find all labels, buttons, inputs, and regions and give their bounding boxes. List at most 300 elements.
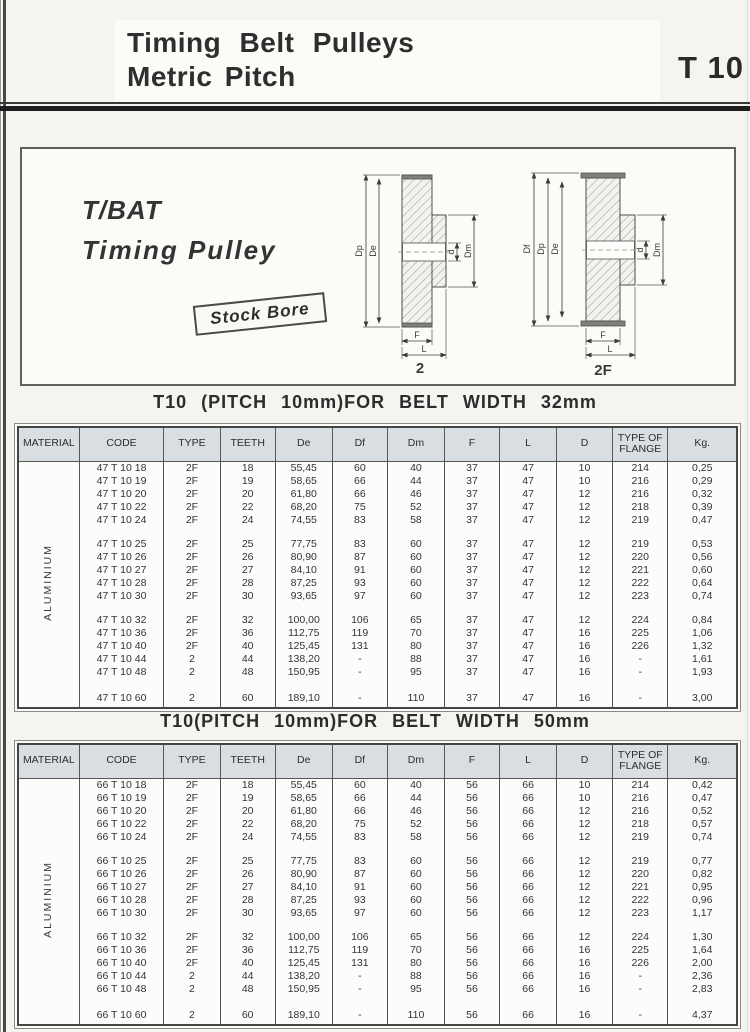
col-header-teeth: TEETH xyxy=(220,744,275,778)
table-cell: 216 xyxy=(613,488,668,501)
dim-label-d: d xyxy=(635,247,645,253)
table-cell: 66 xyxy=(500,805,557,818)
table-cell: 12 xyxy=(556,805,612,818)
table-cell: 37 xyxy=(444,551,499,564)
table-row xyxy=(18,907,737,920)
table-cell: 30 xyxy=(220,907,275,920)
table-cell: 37 xyxy=(444,514,499,527)
table-cell: 2F xyxy=(164,831,220,844)
table-cell: 47 T 10 18 xyxy=(79,461,164,475)
table-cell: 74,55 xyxy=(275,831,332,844)
table-cell: 60 xyxy=(388,894,445,907)
table-cell: 58,65 xyxy=(275,475,332,488)
table-cell: 220 xyxy=(613,551,668,564)
page-title-line1: Timing Belt Pulleys xyxy=(127,27,415,58)
table-cell: 47 xyxy=(500,614,557,627)
table-cell: 66 T 10 36 xyxy=(79,944,164,957)
dimension-de xyxy=(368,179,379,323)
table-cell: 61,80 xyxy=(275,805,332,818)
table-cell: 66 T 10 40 xyxy=(79,957,164,970)
table-cell: 83 xyxy=(332,855,387,868)
spacer-cell xyxy=(388,920,445,931)
table-cell: 58,65 xyxy=(275,792,332,805)
table-32mm xyxy=(17,426,738,709)
table-cell: 16 xyxy=(556,944,612,957)
spacer-cell xyxy=(444,996,499,1007)
table-cell: 2F xyxy=(164,957,220,970)
spacer-cell xyxy=(500,920,557,931)
table-32mm-wrap xyxy=(14,423,741,712)
spacer-cell xyxy=(613,679,668,690)
table-cell: 47 xyxy=(500,475,557,488)
table-cell: 2F xyxy=(164,564,220,577)
table-cell: 66 T 10 24 xyxy=(79,831,164,844)
table-cell: 66 T 10 18 xyxy=(79,778,164,792)
table-cell: 2F xyxy=(164,868,220,881)
table-cell: 47 xyxy=(500,640,557,653)
table-cell: - xyxy=(332,983,387,996)
table-cell: 12 xyxy=(556,894,612,907)
table-cell: - xyxy=(332,653,387,666)
table-cell: 2F xyxy=(164,778,220,792)
table-cell: 16 xyxy=(556,970,612,983)
spacer-cell xyxy=(220,920,275,931)
table-cell: 0,64 xyxy=(668,577,737,590)
spacer-cell xyxy=(164,920,220,931)
table-cell: 47 T 10 27 xyxy=(79,564,164,577)
table-cell: 22 xyxy=(220,501,275,514)
spacer-cell xyxy=(613,996,668,1007)
pulley-diagram-type-2 xyxy=(354,163,521,375)
dimension-d xyxy=(635,241,650,259)
table-spacer-row xyxy=(18,603,737,614)
table-row xyxy=(18,881,737,894)
table-cell: 47 xyxy=(500,461,557,475)
table-cell: 218 xyxy=(613,818,668,831)
table-row xyxy=(18,970,737,983)
table-cell: 60 xyxy=(388,590,445,603)
spacer-cell xyxy=(332,920,387,931)
col-header-dm: Dm xyxy=(388,427,445,461)
col-header-df: Df xyxy=(332,427,387,461)
col-header-dm: Dm xyxy=(388,744,445,778)
dim-label-f: F xyxy=(600,330,606,340)
table-cell: 37 xyxy=(444,564,499,577)
table-cell: - xyxy=(332,1007,387,1025)
table-cell: 66 T 10 20 xyxy=(79,805,164,818)
table-cell: 1,93 xyxy=(668,666,737,679)
table-cell: 56 xyxy=(444,1007,499,1025)
table-cell: 2F xyxy=(164,818,220,831)
table-cell: 0,82 xyxy=(668,868,737,881)
table-cell: 83 xyxy=(332,831,387,844)
col-header-type: TYPE xyxy=(164,427,220,461)
spacer-cell xyxy=(275,920,332,931)
diagram-caption-2f: 2F xyxy=(594,362,612,378)
spacer-cell xyxy=(220,844,275,855)
table-cell: 12 xyxy=(556,564,612,577)
table-cell: 0,96 xyxy=(668,894,737,907)
table-cell: 0,32 xyxy=(668,488,737,501)
spacer-cell xyxy=(332,603,387,614)
table-cell: 58 xyxy=(388,831,445,844)
table-cell: 150,95 xyxy=(275,983,332,996)
table-cell: 47 T 10 22 xyxy=(79,501,164,514)
table-cell: 106 xyxy=(332,931,387,944)
table-cell: 0,29 xyxy=(668,475,737,488)
table-row xyxy=(18,653,737,666)
table-cell: 56 xyxy=(444,957,499,970)
table-cell: 214 xyxy=(613,778,668,792)
spacer-cell xyxy=(79,996,164,1007)
table-row xyxy=(18,868,737,881)
table-cell: 12 xyxy=(556,488,612,501)
table-cell: 0,60 xyxy=(668,564,737,577)
table-cell: 60 xyxy=(388,881,445,894)
spacer-cell xyxy=(500,527,557,538)
table-cell: 189,10 xyxy=(275,690,332,708)
table-cell: 40 xyxy=(220,640,275,653)
table-cell: 65 xyxy=(388,614,445,627)
table-cell: 27 xyxy=(220,881,275,894)
drawing-panel xyxy=(20,147,736,386)
table-cell: 66 xyxy=(500,944,557,957)
table-cell: 2F xyxy=(164,805,220,818)
table-cell: 37 xyxy=(444,627,499,640)
table-cell: 2F xyxy=(164,907,220,920)
table-cell: 2F xyxy=(164,551,220,564)
table-cell: 2,83 xyxy=(668,983,737,996)
pulley-cross-section xyxy=(581,173,639,326)
table-cell: 47 T 10 19 xyxy=(79,475,164,488)
spacer-cell xyxy=(79,679,164,690)
table-cell: 48 xyxy=(220,983,275,996)
table-cell: 75 xyxy=(332,818,387,831)
dim-label-de: De xyxy=(368,245,378,257)
table-cell: 222 xyxy=(613,577,668,590)
table-cell: 37 xyxy=(444,577,499,590)
table-cell: 66 xyxy=(500,881,557,894)
table-cell: 12 xyxy=(556,831,612,844)
table-cell: - xyxy=(613,1007,668,1025)
table-cell: 224 xyxy=(613,614,668,627)
table-cell: 219 xyxy=(613,855,668,868)
spacer-cell xyxy=(275,679,332,690)
table-cell: 12 xyxy=(556,514,612,527)
table-cell: 60 xyxy=(388,907,445,920)
table-cell: 220 xyxy=(613,868,668,881)
spacer-cell xyxy=(556,527,612,538)
table-cell: 1,32 xyxy=(668,640,737,653)
col-header-code: CODE xyxy=(79,744,164,778)
table-cell: 60 xyxy=(388,551,445,564)
table-cell: 95 xyxy=(388,983,445,996)
table-cell: 47 T 10 40 xyxy=(79,640,164,653)
table-cell: 25 xyxy=(220,855,275,868)
table-cell: 66 xyxy=(500,894,557,907)
table-cell: 44 xyxy=(220,970,275,983)
table-cell: 2F xyxy=(164,501,220,514)
table-cell: 47 xyxy=(500,690,557,708)
table-cell: 47 T 10 25 xyxy=(79,538,164,551)
spacer-cell xyxy=(275,844,332,855)
table-cell: 119 xyxy=(332,627,387,640)
table-cell: 1,06 xyxy=(668,627,737,640)
table-cell: 0,53 xyxy=(668,538,737,551)
table-cell: 97 xyxy=(332,907,387,920)
table-row xyxy=(18,501,737,514)
table-row xyxy=(18,577,737,590)
table-cell: 16 xyxy=(556,640,612,653)
table-cell: 2 xyxy=(164,690,220,708)
table-cell: 32 xyxy=(220,931,275,944)
table-cell: 12 xyxy=(556,818,612,831)
table-cell: 80,90 xyxy=(275,868,332,881)
spacer-cell xyxy=(500,844,557,855)
spacer-cell xyxy=(500,679,557,690)
table-cell: 66 xyxy=(500,931,557,944)
table-cell: 0,77 xyxy=(668,855,737,868)
table-cell: 12 xyxy=(556,501,612,514)
table-cell: 2 xyxy=(164,1007,220,1025)
series-name: T/BAT xyxy=(82,195,162,225)
spacer-cell xyxy=(220,996,275,1007)
table-row xyxy=(18,690,737,708)
spacer-cell xyxy=(613,527,668,538)
table-cell: 66 xyxy=(500,907,557,920)
table-cell: 47 xyxy=(500,501,557,514)
table-row xyxy=(18,818,737,831)
table-cell: 47 xyxy=(500,627,557,640)
spacer-cell xyxy=(556,603,612,614)
spacer-cell xyxy=(444,603,499,614)
table-cell: 56 xyxy=(444,983,499,996)
table-cell: 2F xyxy=(164,475,220,488)
table-cell: 60 xyxy=(220,690,275,708)
spacer-cell xyxy=(332,844,387,855)
table-cell: 66 xyxy=(332,805,387,818)
table-cell: 0,47 xyxy=(668,514,737,527)
table-cell: 44 xyxy=(220,653,275,666)
table-row xyxy=(18,944,737,957)
pulley-diagram-type-2f xyxy=(520,163,731,378)
table-cell: 37 xyxy=(444,538,499,551)
table-cell: 93,65 xyxy=(275,907,332,920)
spacer-cell xyxy=(388,679,445,690)
table-cell: - xyxy=(332,666,387,679)
table-cell: 216 xyxy=(613,792,668,805)
table-cell: 60 xyxy=(332,778,387,792)
col-header-df: Df xyxy=(332,744,387,778)
spacer-cell xyxy=(332,679,387,690)
table-spacer-row xyxy=(18,920,737,931)
product-name: Timing Pulley xyxy=(82,235,277,265)
table-cell: 68,20 xyxy=(275,818,332,831)
table-cell: 93,65 xyxy=(275,590,332,603)
table-cell: 66 xyxy=(332,475,387,488)
spacer-cell xyxy=(275,996,332,1007)
table-cell: 66 xyxy=(500,792,557,805)
table-cell: 93 xyxy=(332,894,387,907)
table-cell: 56 xyxy=(444,970,499,983)
table-cell: 77,75 xyxy=(275,855,332,868)
table-cell: 138,20 xyxy=(275,653,332,666)
table-cell: 40 xyxy=(220,957,275,970)
table-cell: 2F xyxy=(164,488,220,501)
table-cell: 19 xyxy=(220,475,275,488)
header-rule-thick xyxy=(0,106,750,111)
table-cell: 77,75 xyxy=(275,538,332,551)
table-cell: 216 xyxy=(613,805,668,818)
table-cell: 56 xyxy=(444,818,499,831)
dim-label-de: De xyxy=(550,243,560,255)
table-cell: 56 xyxy=(444,907,499,920)
table-cell: 28 xyxy=(220,577,275,590)
table-cell: 75 xyxy=(332,501,387,514)
table-cell: 2F xyxy=(164,614,220,627)
table-cell: 66 xyxy=(500,868,557,881)
table-cell: 221 xyxy=(613,881,668,894)
table-cell: 87 xyxy=(332,551,387,564)
table-50mm xyxy=(17,743,738,1026)
table-cell: 125,45 xyxy=(275,957,332,970)
table-cell: - xyxy=(332,690,387,708)
spacer-cell xyxy=(275,603,332,614)
table-cell: 37 xyxy=(444,488,499,501)
table-cell: 12 xyxy=(556,590,612,603)
table-cell: 47 xyxy=(500,577,557,590)
spacer-cell xyxy=(275,527,332,538)
page-title xyxy=(127,26,414,94)
table-cell: 91 xyxy=(332,881,387,894)
table-spacer-row xyxy=(18,679,737,690)
table-cell: 84,10 xyxy=(275,881,332,894)
table-cell: 112,75 xyxy=(275,627,332,640)
table-cell: 30 xyxy=(220,590,275,603)
spacer-cell xyxy=(613,844,668,855)
table-cell: 60 xyxy=(388,868,445,881)
spacer-cell xyxy=(388,844,445,855)
table-cell: 66 xyxy=(332,488,387,501)
dim-label-dp: Dp xyxy=(354,245,364,257)
table-cell: - xyxy=(332,970,387,983)
table-cell: 0,95 xyxy=(668,881,737,894)
spacer-cell xyxy=(500,996,557,1007)
table-cell: 2F xyxy=(164,577,220,590)
table-cell: 46 xyxy=(388,805,445,818)
dimension-f xyxy=(402,329,432,345)
table-cell: 4,37 xyxy=(668,1007,737,1025)
table-cell: 16 xyxy=(556,653,612,666)
table-cell: 87 xyxy=(332,868,387,881)
table-cell: 119 xyxy=(332,944,387,957)
table-cell: 0,42 xyxy=(668,778,737,792)
table-cell: 65 xyxy=(388,931,445,944)
dim-label-f: F xyxy=(414,330,420,340)
table-cell: 40 xyxy=(388,461,445,475)
page-code: T 10 xyxy=(677,50,744,85)
table-cell: 24 xyxy=(220,514,275,527)
table-cell: 47 T 10 44 xyxy=(79,653,164,666)
table-cell: 56 xyxy=(444,868,499,881)
spacer-cell xyxy=(556,996,612,1007)
table-cell: 40 xyxy=(388,778,445,792)
col-header-de: De xyxy=(275,744,332,778)
page-title-line2: Metric Pitch xyxy=(127,61,296,92)
table-cell: 37 xyxy=(444,666,499,679)
table-row xyxy=(18,488,737,501)
table-cell: 2 xyxy=(164,653,220,666)
table-cell: 66 T 10 25 xyxy=(79,855,164,868)
col-header-f: F xyxy=(444,427,499,461)
spacer-cell xyxy=(220,679,275,690)
table-cell: 55,45 xyxy=(275,778,332,792)
spacer-cell xyxy=(79,844,164,855)
table-row xyxy=(18,778,737,792)
table-cell: 12 xyxy=(556,931,612,944)
table-cell: 61,80 xyxy=(275,488,332,501)
page-right-edge xyxy=(747,0,748,1032)
table-cell: 97 xyxy=(332,590,387,603)
table-cell: 60 xyxy=(332,461,387,475)
table-cell: 66 xyxy=(500,983,557,996)
table-cell: 66 T 10 27 xyxy=(79,881,164,894)
table-cell: 1,30 xyxy=(668,931,737,944)
table-title-32mm: T10 (PITCH 10mm)FOR BELT WIDTH 32mm xyxy=(153,392,597,412)
table-cell: 225 xyxy=(613,944,668,957)
table-cell: 36 xyxy=(220,944,275,957)
table-cell: 2F xyxy=(164,855,220,868)
dimension-d xyxy=(446,243,461,261)
table-spacer-row xyxy=(18,527,737,538)
col-header-d: D xyxy=(556,744,612,778)
table-cell: 87,25 xyxy=(275,894,332,907)
table-cell: 2F xyxy=(164,627,220,640)
table-cell: 2F xyxy=(164,931,220,944)
spacer-cell xyxy=(668,603,737,614)
table-cell: 0,84 xyxy=(668,614,737,627)
table-cell: 3,00 xyxy=(668,690,737,708)
table-cell: 2 xyxy=(164,983,220,996)
table-cell: 46 xyxy=(388,488,445,501)
spacer-cell xyxy=(164,844,220,855)
table-spacer-row xyxy=(18,996,737,1007)
table-cell: - xyxy=(613,983,668,996)
table-cell: 16 xyxy=(556,666,612,679)
table-cell: 2F xyxy=(164,792,220,805)
table-cell: 88 xyxy=(388,970,445,983)
table-cell: 68,20 xyxy=(275,501,332,514)
table-cell: 37 xyxy=(444,640,499,653)
spacer-cell xyxy=(164,996,220,1007)
spacer-cell xyxy=(668,996,737,1007)
table-cell: 47 T 10 36 xyxy=(79,627,164,640)
table-row xyxy=(18,627,737,640)
table-row xyxy=(18,614,737,627)
table-cell: 0,25 xyxy=(668,461,737,475)
table-cell: 44 xyxy=(388,475,445,488)
material-cell xyxy=(18,778,79,1025)
table-cell: 2F xyxy=(164,894,220,907)
table-cell: - xyxy=(613,653,668,666)
table-cell: 12 xyxy=(556,868,612,881)
spacer-cell xyxy=(613,603,668,614)
table-cell: 2,00 xyxy=(668,957,737,970)
table-cell: 0,74 xyxy=(668,831,737,844)
table-cell: 47 T 10 26 xyxy=(79,551,164,564)
table-cell: 47 T 10 60 xyxy=(79,690,164,708)
table-cell: 224 xyxy=(613,931,668,944)
